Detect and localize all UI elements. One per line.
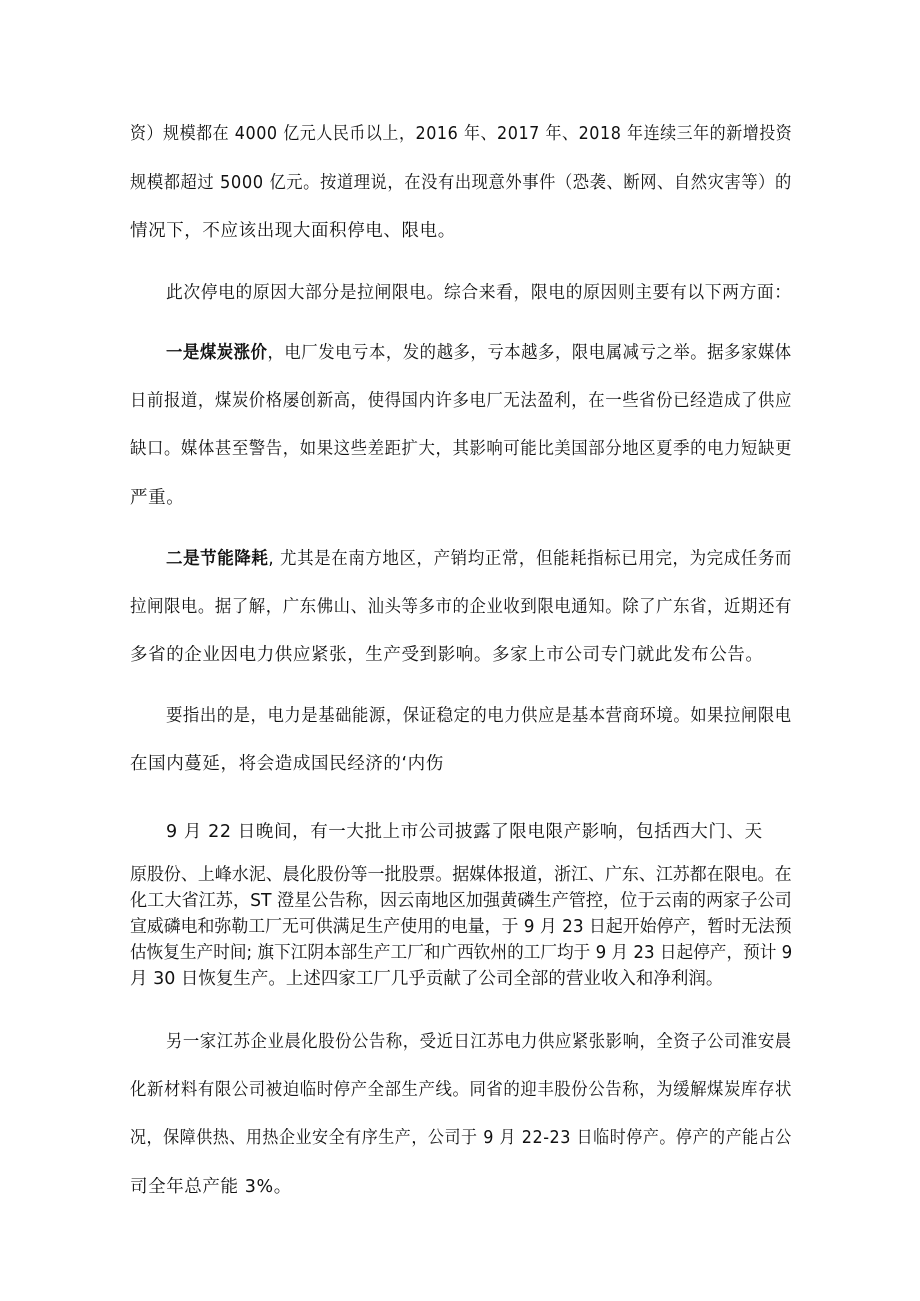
text-span: , 尤其是在南方地区，产销均正常，但能耗指标已用完，为完成任务而 xyxy=(268,549,792,569)
text-line: 严重。 xyxy=(130,488,185,508)
text-line: 月 30 日恢复生产。上述四家工厂几乎贡献了公司全部的营业收入和净利润。 xyxy=(130,969,724,989)
bold-heading: 一是煤炭涨价 xyxy=(166,343,268,363)
text-line: 此次停电的原因大部分是拉闸限电。综合来看，限电的原因则主要有以下两方面： xyxy=(166,283,792,303)
text-line: 资）规模都在 4000 亿元人民币以上，2016 年、2017 年、2018 年连续三年的新增投资 xyxy=(130,124,793,144)
text-line xyxy=(166,345,792,363)
text-line: 另一家江苏企业晨化股份公告称，受近日江苏电力供应紧张影响，全资子公司淮安晨 xyxy=(166,1032,792,1052)
text-line: 缺口。媒体甚至警告，如果这些差距扩大，其影响可能比美国部分地区夏季的电力短缺更 xyxy=(130,439,792,459)
text-line xyxy=(166,551,792,569)
text-line: 拉闸限电。据了解，广东佛山、汕头等多市的企业收到限电通知。除了广东省，近期还有 xyxy=(130,597,792,617)
text-line: 日前报道，煤炭价格屡创新高，使得国内许多电厂无法盈利，在一些省份已经造成了供应 xyxy=(130,391,792,411)
bold-heading: 二是节能降耗 xyxy=(166,549,269,569)
text-line: 况，保障供热、用热企业安全有序生产，公司于 9 月 22-23 日临时停产。停产的产能占公 xyxy=(130,1128,792,1148)
text-line: 多省的企业因电力供应紧张，生产受到影响。多家上市公司专门就此发布公告。 xyxy=(130,645,764,665)
text-line: 估恢复生产时间; 旗下江阴本部生产工厂和广西钦州的工厂均于 9 月 23 日起停产，预计 9 xyxy=(130,943,793,963)
text-line: 化工大省江苏，ST 澄星公告称，因云南地区加强黄磷生产管控，位于云南的两家子公司 xyxy=(130,891,792,911)
text-line: 在国内蔓延，将会造成国民经济的‘内伤 xyxy=(130,754,444,774)
text-line: 宣威磷电和弥勒工厂无可供满足生产使用的电量，于 9 月 23 日起开始停产，暂时无法预 xyxy=(130,917,792,937)
text-line: 情况下，不应该出现大面积停电、限电。 xyxy=(130,221,456,241)
text-line: 要指出的是，电力是基础能源，保证稳定的电力供应是基本营商环境。如果拉闸限电 xyxy=(166,706,792,726)
text-line: 原股份、上峰水泥、晨化股份等一批股票。据媒体报道，浙江、广东、江苏都在限电。在 xyxy=(130,865,792,885)
text-line: 规模都超过 5000 亿元。按道理说，在没有出现意外事件（恐袭、断网、自然灾害等）的 xyxy=(130,173,792,193)
text-span: ，电厂发电亏本，发的越多，亏本越多，限电属减亏之举。据多家媒体 xyxy=(267,343,792,363)
text-line: 司全年总产能 3%。 xyxy=(130,1177,292,1197)
text-line: 化新材料有限公司被迫临时停产全部生产线。同省的迎丰股份公告称，为缓解煤炭库存状 xyxy=(130,1080,792,1100)
text-line: 9 月 22 日晚间，有一大批上市公司披露了限电限产影响，包括西大门、天 xyxy=(166,822,763,842)
